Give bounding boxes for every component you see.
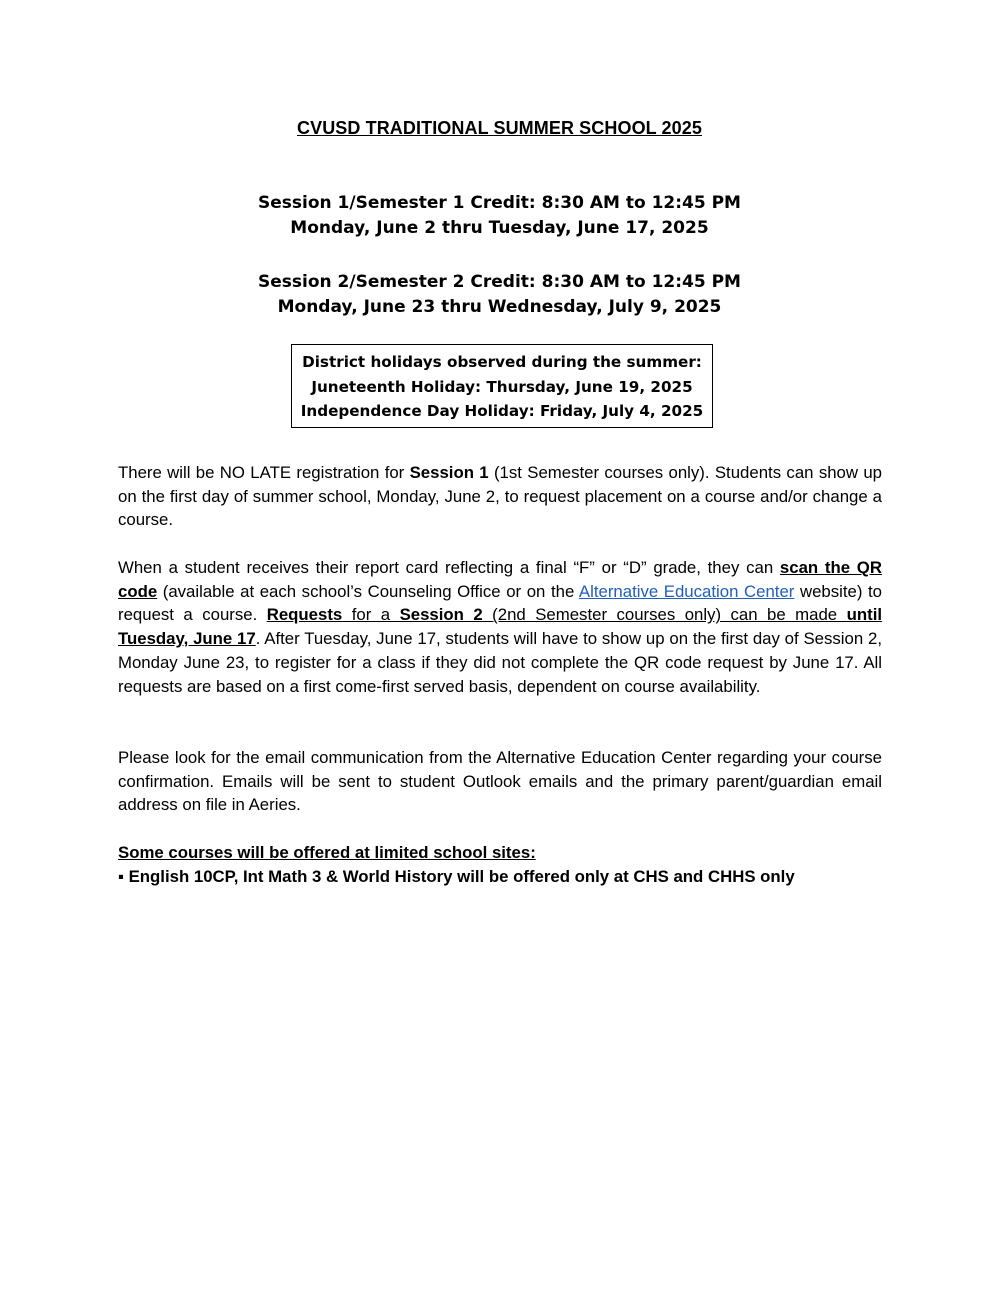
holidays-box <box>291 344 713 428</box>
alternative-education-center-link[interactable]: Alternative Education Center <box>578 581 795 601</box>
session-2-time: Session 2/Semester 2 Credit: 8:30 AM to 12:45 PM <box>258 272 741 292</box>
limited-sites-heading: Some courses will be offered at limited school sites: <box>118 843 536 862</box>
para1-text-1: There will be NO LATE registration for <box>118 463 410 482</box>
para2-underlined-2: (2nd Semester courses only) can be made <box>482 605 847 625</box>
scan-qr-emphasis: scan the QR code <box>118 558 882 601</box>
session-2-emphasis: Session 2 <box>399 605 483 625</box>
qr-request-paragraph <box>118 556 882 698</box>
page-title: CVUSD TRADITIONAL SUMMER SCHOOL 2025 <box>297 118 702 138</box>
independence-day-holiday: Independence Day Holiday: Friday, July 4, 2025 <box>300 402 704 420</box>
session-1-emphasis: Session 1 <box>409 463 489 482</box>
para2-text-1: When a student receives their report card reflecting a final “F” or “D” grade, they can <box>118 558 780 577</box>
session-1-time: Session 1/Semester 1 Credit: 8:30 AM to 12:45 PM <box>258 193 741 213</box>
limited-sites-bullet: ▪ English 10CP, Int Math 3 & World History will be offered only at CHS and CHHS only <box>118 866 795 886</box>
para2-text-2: (available at each school’s Counseling Office or on the <box>157 581 579 601</box>
para2-text-4: . After Tuesday, June 17, students will have to show up on the first day of Session 2, Monday June 23, to register for a class if they did not complete the QR code request by June 17. All requests are based on a first come-first served basis, dependent on course availability. <box>118 629 882 696</box>
late-registration-paragraph <box>118 461 882 532</box>
para1-text-2: (1st Semester courses only). Students can show up on the first day of summer school, Monday, June 2, to request placement on a course and/or change a course. <box>118 463 882 530</box>
session-1-dates: Monday, June 2 thru Tuesday, June 17, 2025 <box>290 218 709 238</box>
limited-sites-section <box>118 841 882 888</box>
requests-emphasis: Requests <box>266 605 343 625</box>
para2-underlined-1: for a <box>342 605 400 625</box>
deadline-emphasis: until Tuesday, June 17 <box>118 605 883 649</box>
session-2-dates: Monday, June 23 thru Wednesday, July 9, 2025 <box>277 297 722 317</box>
email-confirmation-paragraph: Please look for the email communication from the Alternative Education Center regarding your course confirmation. Emails will be sent to student Outlook emails and the primary parent/guardian email address on file in Aeries. <box>118 748 882 815</box>
juneteenth-holiday: Juneteenth Holiday: Thursday, June 19, 2025 <box>311 377 693 396</box>
para2-text-3: website) to request a course. <box>118 581 883 625</box>
session-1-block <box>0 191 999 241</box>
holidays-heading: District holidays observed during the summer: <box>302 353 702 371</box>
session-2-block <box>0 270 999 320</box>
